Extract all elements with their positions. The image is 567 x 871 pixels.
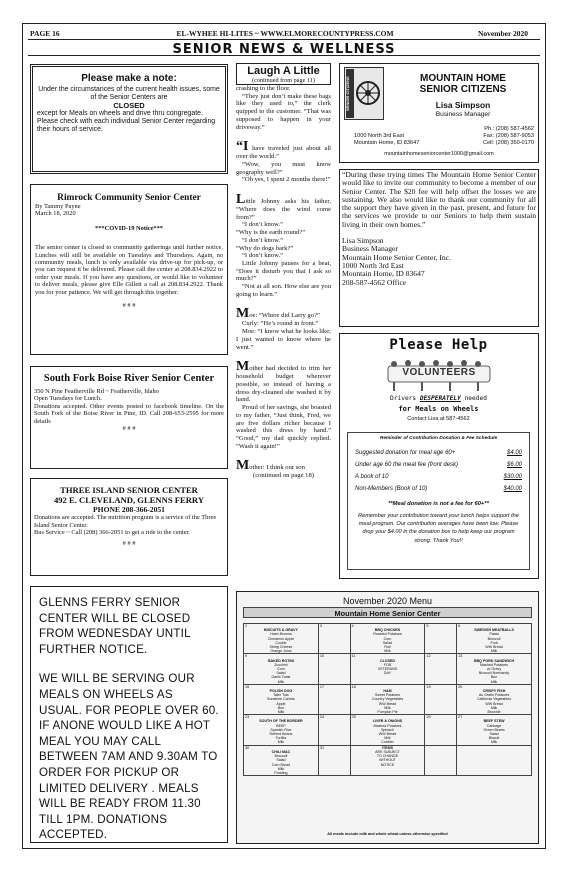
menu-item: Corn Bread [271, 762, 291, 767]
menu-day-cell [244, 684, 319, 714]
threeisland-phone: PHONE 208-366-2051 [93, 505, 165, 515]
menu-item: Garlic Toast [271, 675, 291, 680]
menu-day-number: 23 [245, 715, 250, 720]
menu-day-cell [425, 715, 457, 745]
menu-day-number: 30 [245, 745, 250, 750]
menu-item: Pudding [274, 770, 288, 775]
letter-box [339, 169, 539, 327]
menu-calendar [243, 623, 532, 776]
menu-item: Tortilla [275, 736, 287, 741]
fee-label: Under age 60 the meal fee (front desk) [355, 462, 459, 468]
menu-day-cell [425, 684, 457, 714]
menu-day-number: 2 [245, 624, 248, 628]
menu-title: November 2020 Menu [342, 596, 433, 606]
menu-footer: All meals include milk and whole wheat unless otherwise specified [327, 832, 448, 836]
rimrock-end: # # # [122, 302, 136, 310]
menu-item: Sunshine Carrots [267, 697, 295, 702]
menu-item: HAM [383, 689, 392, 694]
laugh-drop-5: M [236, 458, 250, 474]
rimrock-title: Rimrock Community Senior Center [57, 193, 201, 203]
menu-item: WW Bread [485, 701, 503, 706]
menu-item: Tater Tots [273, 693, 289, 698]
menu-item: Salad [489, 732, 499, 737]
laugh-p7: “I don’t know.” [242, 221, 284, 229]
menu-week-row [244, 624, 532, 654]
menu-week-row [244, 684, 532, 714]
menu-day-cell [350, 654, 425, 684]
laugh-drop-1: “I [236, 139, 249, 155]
glenns-text1: GLENNS FERRY SENIOR CENTER WILL BE CLOSED FROM WEDNESDAY UNTIL FURTHER NOTICE. [39, 596, 191, 656]
laugh-p11: “I don’t know.” [242, 252, 284, 260]
southfork-title: South Fork Boise River Senior Center [43, 373, 215, 384]
laugh-drop-4: M [236, 359, 250, 375]
menu-day-number: 10 [319, 654, 325, 659]
menu-item: BBQ CHICKEN [374, 628, 401, 633]
fee-label: A book of 10 [355, 474, 389, 480]
note-line3: Please check with each individual Senior Center regarding their hours of service. [37, 118, 216, 133]
laugh-header [236, 63, 331, 85]
fee-value: $40.00 [503, 486, 522, 492]
menu-item: Roasted Potatoes [373, 632, 402, 637]
mh-cell: Cell: (208) 350-0170 [483, 140, 534, 146]
menu-day-number: 6 [458, 624, 461, 628]
menu-item: Milk [277, 766, 285, 771]
note-box [30, 64, 228, 174]
menu-item: Milk [277, 710, 285, 715]
menu-table [243, 623, 532, 776]
menu-item: Milk [490, 679, 498, 684]
laugh-p14: oe: “Where did Larry go?” [249, 312, 320, 320]
threeisland-title: THREE ISLAND SENIOR CENTER [60, 485, 198, 495]
laugh-cont-from: (continued from page 11) [252, 77, 315, 84]
southfork-open: Open Tuesdays for Lunch. [34, 395, 102, 403]
menu-item: Sweet Potatoes [374, 693, 401, 698]
laugh-p19: other: I think our son [249, 464, 305, 472]
menu-week-row [244, 745, 532, 775]
fee-row [355, 471, 522, 483]
laugh-p2: “They just don’t make these bags like they used to,” the clerk quipped to the customer. “That was supposed to happen in your driveway.” [236, 92, 331, 131]
menu-day-number: 5 [426, 624, 429, 628]
mh-name: Lisa Simpson [435, 100, 491, 110]
desperately-word: DESPERATELY [419, 395, 461, 402]
menu-item: Broccoli [487, 636, 501, 641]
menu-item: Spinach [380, 727, 394, 732]
note-closed: CLOSED [113, 101, 145, 110]
threeisland-box [30, 478, 228, 576]
paper-name: EL-WYHEE HI-LITES ~ WWW.ELMORECOUNTYPRESS.COM [176, 29, 394, 38]
rimrock-box [30, 184, 228, 355]
menu-day-cell [425, 654, 457, 684]
fee-schedule-title: Reminder of Contribution Donation & Fee Schedule [379, 436, 498, 441]
menu-item: Milk [277, 679, 285, 684]
menu-item: BEEF STEW [483, 719, 505, 724]
glenns-box [30, 586, 228, 843]
drivers-word: Drivers [390, 395, 417, 402]
menu-item: Brownie [487, 710, 501, 715]
menu-item: Cinnamon Apple [267, 636, 295, 641]
menu-day-number: 25 [351, 715, 356, 720]
menu-item: Apple [276, 701, 286, 706]
southfork-body: Donations accepted. Other events posted to facebook timeline. On the South Fork of the Boise River in Pine, ID. Call 208-653-2595 for more details [34, 402, 224, 425]
menu-item: Milk [490, 740, 498, 745]
fee-row [355, 483, 522, 495]
menu-item: Pumpkin Pie [377, 710, 398, 715]
laugh-p15: Curly: “He’s round in front.” [242, 320, 319, 328]
mh-fax: Fax: (208) 587-9053 [483, 133, 534, 139]
threeisland-address: 492 E. CLEVELAND, GLENNS FERRY [53, 494, 205, 505]
menu-item: w/ Gravy [486, 667, 502, 672]
letter-sig5: Mountain Home, ID 83647 [342, 269, 425, 279]
menu-day-cell [244, 624, 319, 654]
issue-date: November 2020 [478, 29, 529, 38]
mh-phone: Ph.: (208) 587-4562 [484, 126, 534, 132]
menu-item: Mashed Potatoes [373, 723, 402, 728]
letter-sig4: 1000 North 3rd East [342, 260, 404, 270]
laugh-p3: have traveled just about all over the world.” [236, 145, 331, 161]
menu-center: Mountain Home Senior Center [243, 607, 532, 618]
southfork-address: 350 N Pine Featherville Rd ~ Featherville, Idaho [34, 388, 159, 395]
rimrock-date: March 18, 2020 [35, 210, 76, 218]
letter-sig2: Business Manager [342, 244, 398, 254]
menu-item: ARE SUBJECT [375, 749, 400, 754]
menu-day-cell [425, 624, 457, 654]
menu-day-number: 18 [351, 684, 356, 689]
menu-item: Cobbler [381, 740, 394, 745]
southfork-box [30, 366, 228, 469]
contact-line: Contact Lisa at 587-4562 [407, 416, 470, 422]
mh-role: Business Manager [435, 111, 491, 118]
menu-day-cell [244, 715, 319, 745]
laugh-p9: “I don’t know.” [242, 236, 284, 244]
fee-row [355, 459, 522, 471]
menu-day-cell [457, 715, 532, 745]
laugh-p10: “Why do dogs bark?” [236, 244, 294, 252]
menu-day-number: 20 [458, 684, 463, 689]
note-line2: except for Meals on wheels and drive thru congregate. [37, 110, 203, 117]
menu-day-cell [318, 654, 350, 684]
menu-day-number: 27 [458, 715, 463, 720]
section-title: SENIOR NEWS & WELLNESS [172, 42, 396, 57]
menu-item: Green Beans [483, 727, 505, 732]
mh-address1: 1000 North 3rd East [354, 133, 405, 139]
menu-day-cell [318, 715, 350, 745]
menu-day-cell [457, 684, 532, 714]
mountainhome-card [339, 63, 539, 163]
page-number: PAGE 16 [30, 29, 60, 38]
laugh-title: Laugh A Little [247, 65, 320, 77]
menu-item: California Vegetables [477, 697, 512, 702]
menu-day-number: 31 [319, 745, 325, 750]
menu-item: SWEDISH MEATBALLS [474, 628, 514, 633]
rimrock-byline: By Tammy Payne [35, 203, 81, 210]
menu-day-cell [244, 745, 319, 775]
menu-item: Cookie [275, 640, 287, 645]
rimrock-notice: ***COVID-19 Notice*** [95, 224, 163, 232]
menu-week-row [244, 715, 532, 745]
menu-item: CLOSED [379, 658, 395, 663]
menu-item: Refried Beans [269, 732, 293, 737]
section-banner [28, 39, 540, 56]
menu-item: Corn [277, 667, 285, 672]
fee-row [355, 447, 522, 459]
menu-item: ITEMS [381, 745, 393, 750]
laugh-p18: Proud of her savings, she boasted to my father, “Just think, Fred, we are five dollars richer because I washed this dress by hand.” “Good,” my dad quickly replied. “Wash it again!” [236, 404, 331, 450]
laugh-p1: crashing to the floor. [236, 85, 291, 92]
threeisland-body2: Bus Service ~ Call (208) 366-2051 to get a ride to the center. [34, 529, 190, 536]
mh-title1: MOUNTAIN HOME [420, 73, 506, 84]
menu-day-cell [350, 684, 425, 714]
menu-item: WW Bread [485, 645, 503, 650]
laugh-drop-3: M [236, 306, 250, 322]
menu-item: Hash Browns [270, 632, 292, 637]
menu-item: Milk [384, 736, 391, 741]
menu-item: Spanish Rice [270, 727, 292, 732]
menu-day-cell [350, 624, 425, 654]
menu-item: POLISH DOG [269, 689, 293, 694]
laugh-p16: Moe: “I know what he looks like; I just wanted to know where he went.” [236, 328, 331, 351]
fee-label: Suggested donation for meal age 60+ [355, 450, 456, 456]
laugh-column [236, 63, 331, 583]
menu-day-number: 19 [426, 684, 431, 689]
fee-note2: Remember your contribution toward your lunch helps support the meal program. Our contribution averages have been low. Please drop your $4.00 in the donation box to help keep our program strong. Thank You!! [358, 513, 519, 544]
fee-value: $30.00 [503, 474, 522, 480]
please-help-box [339, 333, 539, 579]
southfork-end: # # # [122, 425, 136, 433]
laugh-p13: “Not at all son. How else are you going to learn.” [236, 283, 331, 298]
menu-item: Milk [490, 705, 498, 710]
menu-day-number: 24 [319, 715, 325, 720]
letter-body: “During these trying times The Mountain Home Senior Center would like to invite our community to become a member of our Senior Center. The $20 fee will help offset the losses we are sustaining. We also would like to thank our community for all the support they have given in the past, present, and future for the services we provide to our Seniors to help them sustain living in their own homes.” [342, 170, 536, 229]
menu-item: Orange Juice [270, 649, 292, 654]
fee-schedule-box [347, 432, 530, 570]
menu-item: VETERANS [377, 667, 398, 672]
glenns-text2: WE WILL BE SERVING OUR MEALS ON WHEELS AS USUAL. FOR PEOPLE OVER 60. IF ANONE WOULD LIKE A HOT MEAL YOU MAY CALL BETWEEN 7AM AND 9.30AM TO ORDER FOR PICKUP OR LIMITED DELIVERY . MEALS WILL BE READY FROM 11.30 TILL 1PM. DONATIONS ACCEPTED. [39, 672, 219, 842]
menu-item: Pasta [489, 632, 499, 637]
menu-item: Salad [276, 671, 286, 676]
volunteers-text: VOLUNTEERS [402, 367, 476, 378]
menu-item: Biscuit [488, 736, 500, 741]
menu-day-cell [244, 654, 319, 684]
meals-on-wheels-line: for Meals on Wheels [398, 405, 479, 413]
menu-day-cell [457, 624, 532, 654]
menu-item: BAKED ROTINI [267, 658, 294, 663]
menu-item: Country Vegetables [371, 697, 404, 702]
logo-text: SENIOR CITIZENS [345, 76, 350, 112]
laugh-p17: other had decided to trim her household budget wherever possible, so instead of having a dress dry-cleaned she washed it by hand. [236, 365, 331, 404]
menu-item: NOTICE [380, 762, 395, 767]
rimrock-body: The senior center is closed to community gatherings until further notice. Lunches will still be available on Tuesdays and Thursdays. Again, no community meals, lunch is only available via drive-up for pick-up, or you can request it be delivered. Please call the center at 208.834.2922 to order your meals. If you have any questions, or would like to volunteer to deliver meals, please give Elle Gillett a call at 208.834.2922. Thank you for your patience. We will get through this together. [35, 244, 223, 296]
menu-item: SOUTH OF THE BORDER [259, 719, 303, 724]
menu-item: WITHOUT [379, 758, 396, 763]
menu-item: Mashed Potatoes [480, 662, 509, 667]
menu-item: BBQ PORK SANDWICH [473, 658, 515, 663]
laugh-p6: ittle Johnny asks his father, “Where does the wind come from?” [236, 198, 331, 221]
menu-item: CHILI MAC [271, 749, 291, 754]
mh-title2: SENIOR CITIZENS [419, 84, 507, 95]
laugh-cont-to: (continued on page 18) [253, 472, 314, 480]
menu-item: Milk [490, 649, 498, 654]
mh-address2: Mountain Home, ID 83647 [354, 140, 420, 146]
menu-item: Bun [490, 675, 498, 680]
menu-item: WW Bread [378, 732, 397, 737]
mh-email: mountainhomeseniorcenter1000@gmail.com [384, 151, 494, 157]
menu-item: Salad [276, 758, 286, 763]
menu-item: Salad [382, 640, 393, 645]
menu-item: Milk [277, 740, 285, 745]
menu-day-number: 17 [319, 684, 325, 689]
menu-item: Broccoli Normandy [478, 671, 510, 676]
menu-day-cell [457, 745, 532, 775]
threeisland-end: # # # [122, 540, 136, 548]
menu-item: Zucchini [274, 662, 288, 667]
menu-item: String Cheese [269, 645, 293, 650]
menu-item: Bun [277, 705, 285, 710]
menu-week-row [244, 654, 532, 684]
menu-day-cell [425, 745, 457, 775]
menu-item: DAY [383, 671, 392, 676]
note-title: Please make a note: [81, 73, 177, 84]
menu-item: Broccoli [274, 754, 288, 759]
menu-day-number: 9 [245, 654, 248, 659]
senior-citizens-logo [344, 67, 384, 120]
volunteers-banner [384, 358, 494, 392]
menu-item: CRISPY FISH [482, 689, 506, 694]
menu-item: Corn [383, 636, 392, 641]
menu-item: LIVER & ONIONS [372, 719, 403, 724]
letter-sig3: Mountain Home Senior Center, Inc. [342, 252, 451, 262]
menu-item: BEEF [276, 723, 286, 728]
menu-item: TO CHANGE [376, 754, 399, 759]
menu-item: Roll [384, 645, 391, 650]
fee-value: $6.00 [506, 462, 522, 468]
letter-sig6: 208-587-4562 Office [342, 277, 407, 287]
letter-sig1: Lisa Simpson [342, 236, 384, 246]
menu-day-cell [318, 624, 350, 654]
menu-item: BISCUITS & GRAVY [263, 628, 298, 633]
menu-day-number: 13 [458, 654, 463, 659]
fee-note1: **Meal donation is not a fee for 60+** [388, 501, 489, 507]
menu-day-cell [350, 745, 425, 775]
laugh-p5: “Oh yes, I spent 2 months there!” [242, 176, 331, 184]
threeisland-body1: Donations are accepted. The nutrition program is a service of the Three Island Senior Center. [34, 514, 217, 529]
menu-day-number: 4 [351, 624, 354, 628]
menu-item: Cabbage [486, 723, 502, 728]
laugh-p4: “Wow, you must know geography well?” [236, 160, 331, 176]
laugh-p12: Little Johnny pauses for a beat, “Does it disturb you that I ask so much?” [236, 259, 331, 283]
note-line1: Under the circumstances of the current health issues, some of the Senior Centers are [38, 86, 220, 101]
menu-day-number: 12 [426, 654, 431, 659]
menu-day-cell [457, 654, 532, 684]
menu-item: WW Bread [378, 701, 397, 706]
menu-day-cell [318, 684, 350, 714]
please-help-title: Please Help [389, 337, 488, 353]
menu-item: Fruit [490, 640, 498, 645]
menu-item: FOR [383, 662, 392, 667]
menu-item: Au Gratin Potatoes [478, 693, 510, 698]
laugh-drop-2: L [236, 192, 246, 208]
fee-value: $4.00 [506, 450, 522, 456]
fee-label: Non-Members (Book of 10) [355, 486, 428, 492]
menu-day-number: 3 [319, 624, 322, 628]
menu-day-cell [318, 745, 350, 775]
needed-word: needed [464, 395, 487, 402]
menu-box [236, 591, 539, 844]
menu-day-number: 16 [245, 684, 250, 689]
laugh-p8: “Why is the earth round?” [236, 229, 306, 237]
menu-day-number: 11 [351, 654, 356, 659]
menu-day-number: 26 [426, 715, 431, 720]
menu-item: Milk [384, 649, 391, 654]
menu-item: Milk [384, 705, 391, 710]
menu-day-cell [350, 715, 425, 745]
